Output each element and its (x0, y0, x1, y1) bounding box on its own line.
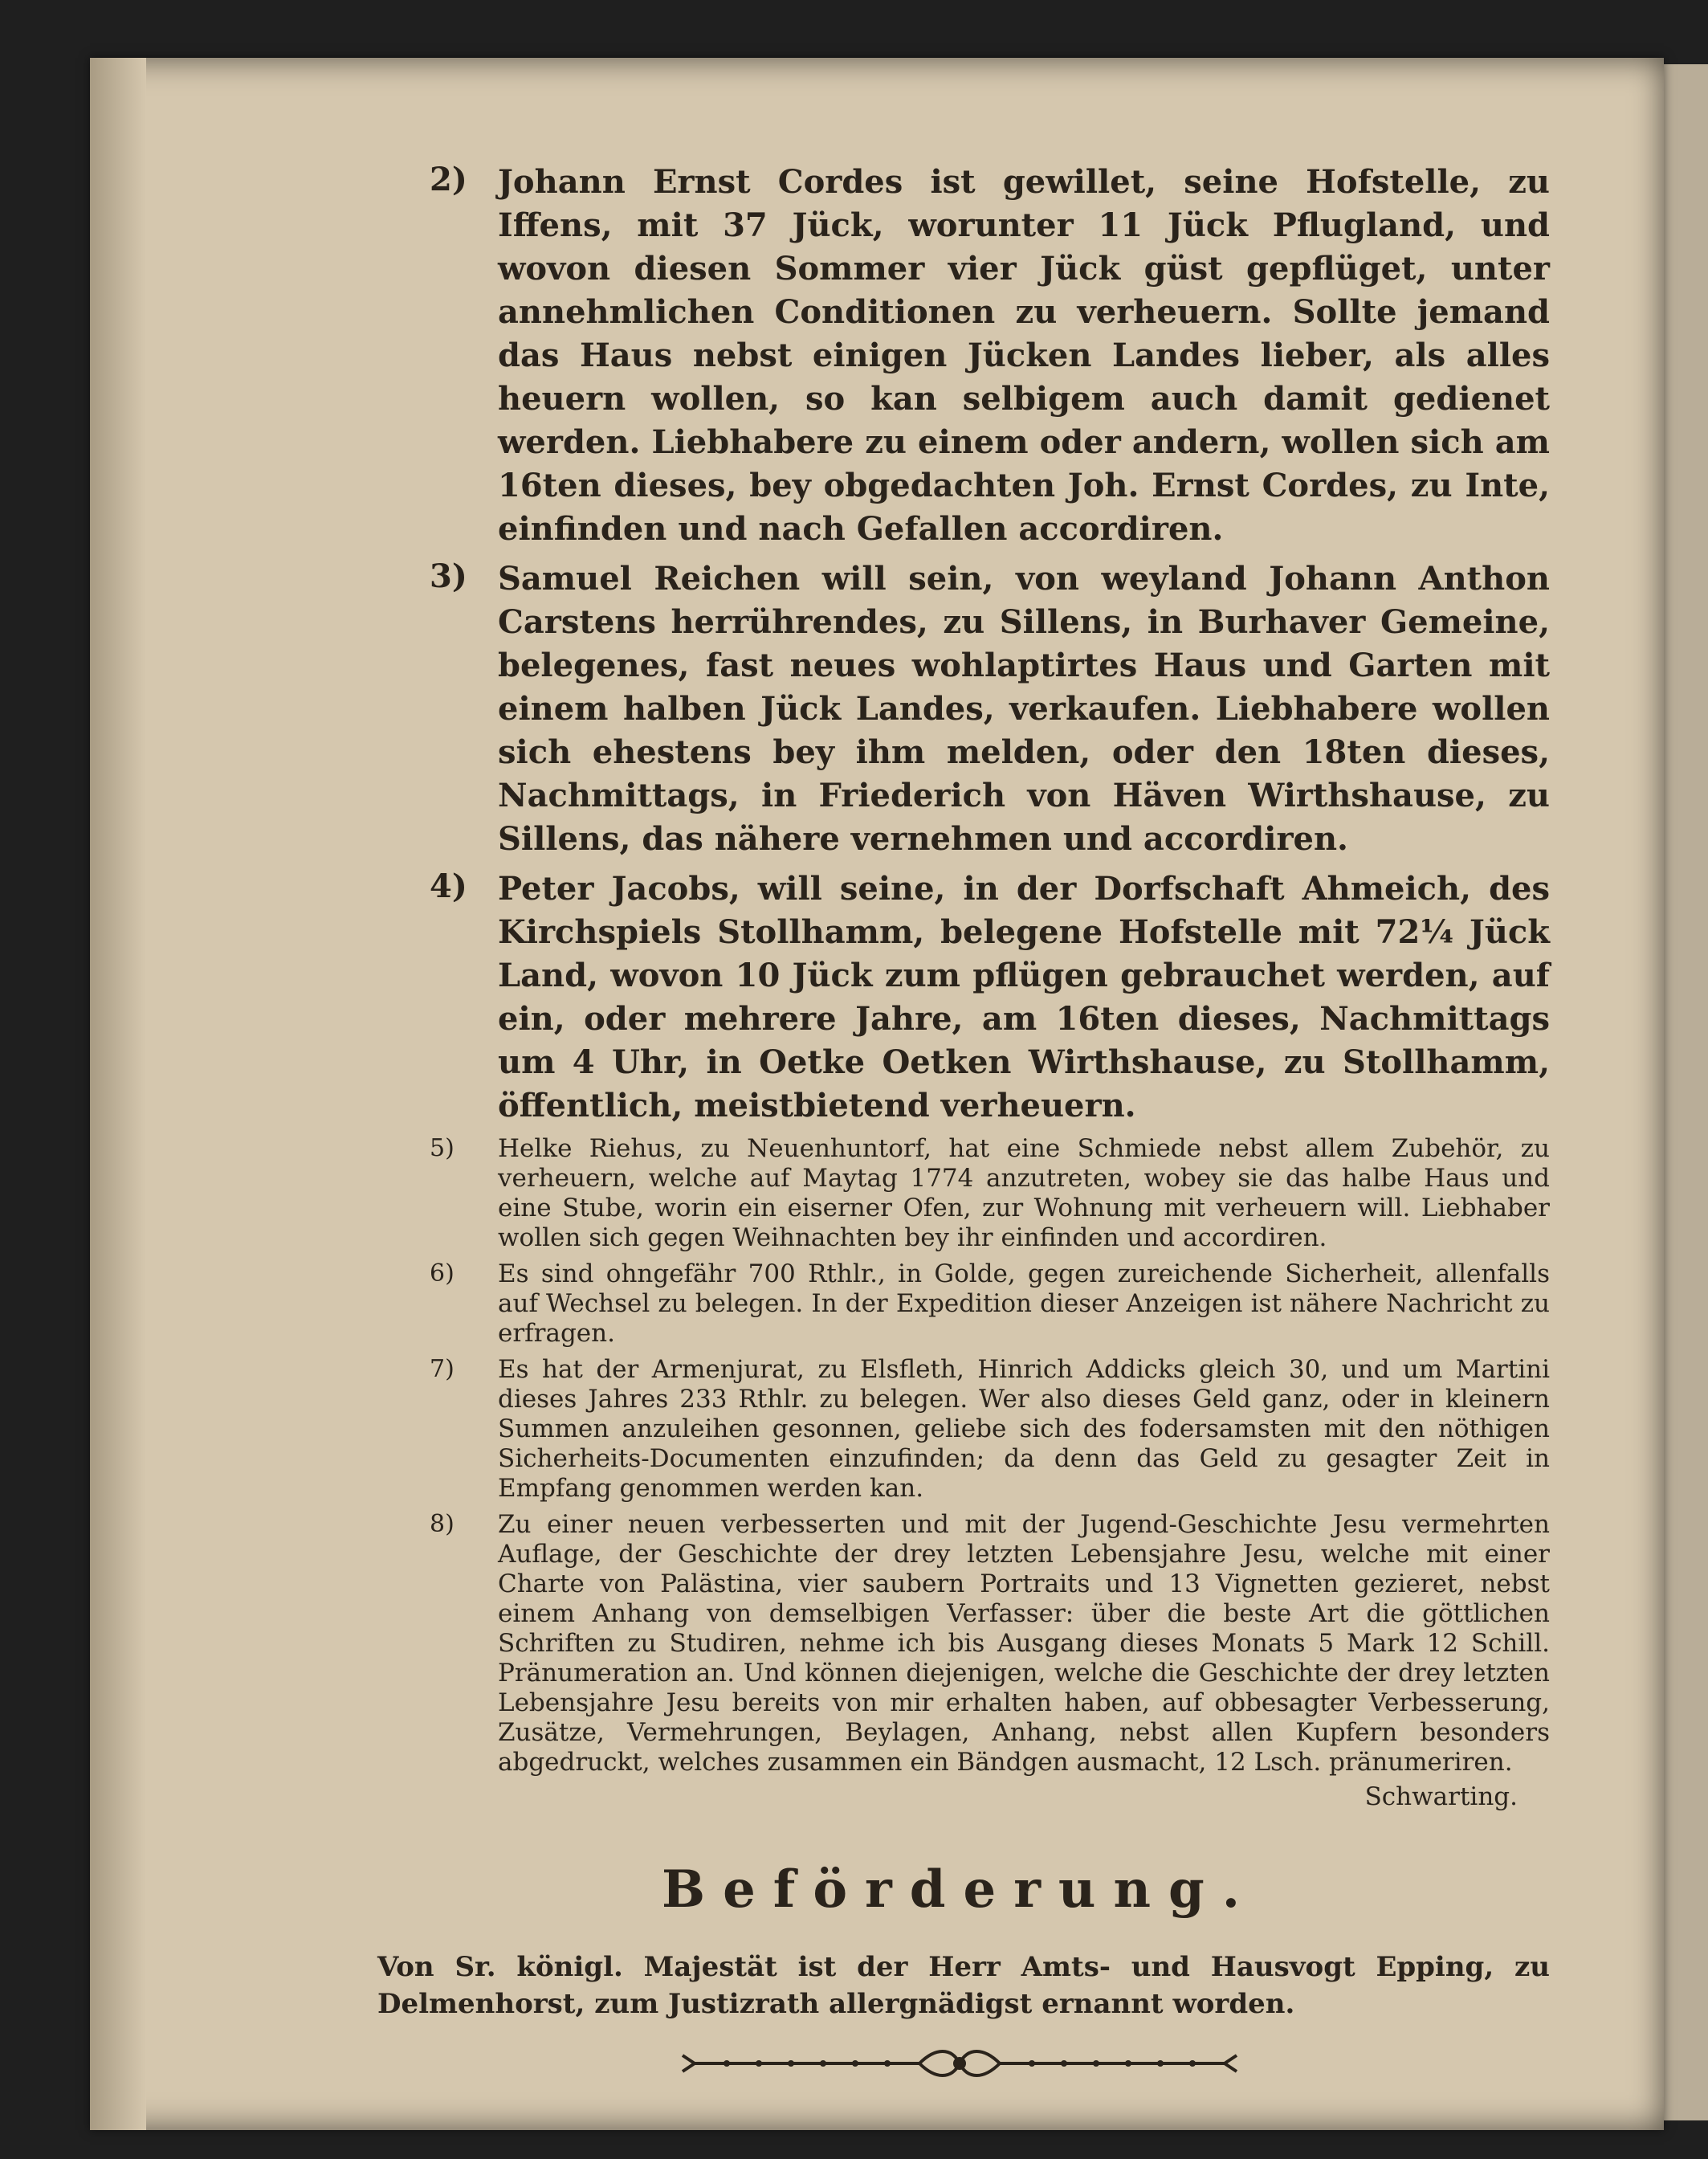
notice-text: Von Sr. königl. Majestät ist der Herr Amts- und Hausvogt Epping, zu Delmenhorst, zum Justizrath allergnädigst ernannt worden. (377, 1951, 1550, 2020)
entry-text: Johann Ernst Cordes ist gewillet, seine Hofstelle, zu Iffens, mit 37 Jück, worunter 11 Jück Pflugland, und wovon diesen Sommer vier Jück güst gepflüget, unter annehmlichen Conditionen zu verheuern. Sollte jemand das Haus nebst einigen Jücken Landes lieber, als alles heuern wollen, so kan selbigem auch damit gedienet werden. Liebhabere zu einem oder andern, wollen sich am 16ten dieses, bey obgedachten Joh. Ernst Cordes, zu Inte, einfinden und nach Gefallen accordiren. (498, 163, 1550, 548)
entry-8 (369, 1510, 1550, 1777)
entry-6 (369, 1259, 1550, 1349)
ornament-divider (369, 2043, 1550, 2087)
signature: Schwarting. (1364, 1782, 1518, 1811)
entry-2 (369, 161, 1550, 551)
entry-text: Zu einer neuen verbesserten und mit der Jugend-Geschichte Jesu vermehrten Auflage, der Geschichte der drey letzten Lebensjahre Jesu, welche mit einer Charte von Palästina, vier saubern Portraits und 13 Vignetten gezieret, nebst einem Anhang von demselbigen Verfasser: über die beste Art die göttlichen Schriften zu Studiren, nehme ich bis Ausgang dieses Monats 5 Mark 12 Schill. Pränumeration an. Und können diejenigen, welche die Geschichte der drey letzten Lebensjahre Jesu bereits von mir erhalten haben, auf obbesagter Verbesserung, Zusätze, Vermehrungen, Beylagen, Anhang, nebst allen Kupfern besonders abgedruckt, welches zusammen ein Bändgen ausmacht, 12 Lsch. pränumeriren. (498, 1510, 1550, 1777)
entry-7 (369, 1355, 1550, 1504)
entry-text: Samuel Reichen will sein, von weyland Johann Anthon Carstens herrührendes, zu Sillens, in Burhaver Gemeine, belegenes, fast neues wohlaptirtes Haus und Garten mit einem halben Jück Landes, verkaufen. Liebhabere wollen sich ehestens bey ihm melden, oder den 18ten dieses, Nachmittags, in Friederich von Häven Wirthshause, zu Sillens, das nähere vernehmen und accordiren. (498, 560, 1550, 858)
page-edge (1664, 64, 1708, 2120)
entry-3 (369, 557, 1550, 861)
entry-text: Es sind ohngefähr 700 Rthlr., in Golde, gegen zureichende Sicherheit, allenfalls auf Wechsel zu belegen. In der Expedition dieser Anzeigen ist nähere Nachricht zu erfragen. (498, 1259, 1550, 1348)
entry-5 (369, 1134, 1550, 1253)
entry-4 (369, 867, 1550, 1128)
entry-number: 3) (430, 557, 467, 595)
entry-text: Helke Riehus, zu Neuenhuntorf, hat eine Schmiede nebst allem Zubehör, zu verheuern, welche auf Maytag 1774 anzutreten, wobey sie das halbe Haus und eine Stube, worin ein eiserner Ofen, zur Wohnung mit verheuern will. Liebhaber wollen sich gegen Weihnachten bey ihr einfinden und accordiren. (498, 1134, 1550, 1252)
entry-number: 8) (430, 1510, 455, 1538)
page-content (369, 161, 1550, 2087)
section-heading: Beförderung. (661, 1859, 1258, 1920)
entry-number: 7) (430, 1355, 455, 1383)
entry-number: 6) (430, 1259, 455, 1288)
entry-number: 4) (430, 867, 467, 905)
entry-text: Es hat der Armenjurat, zu Elsfleth, Hinrich Addicks gleich 30, und um Martini dieses Jahres 233 Rthlr. zu belegen. Wer also dieses Geld ganz, oder in kleinern Summen anzuleihen gesonnen, geliebe sich des fodersamsten mit den nöthigen Sicherheits-Documenten einzufinden; da denn das Geld zu gesagter Zeit in Empfang genommen werden kan. (498, 1355, 1550, 1503)
page-gutter (90, 58, 146, 2130)
entry-text: Peter Jacobs, will seine, in der Dorfschaft Ahmeich, des Kirchspiels Stollhamm, belegene Hofstelle mit 72¼ Jück Land, wovon 10 Jück zum pflügen gebrauchet werden, auf ein, oder mehrere Jahre, am 16ten dieses, Nachmittags um 4 Uhr, in Oetke Oetken Wirthshause, zu Stollhamm, öffentlich, meistbietend verheuern. (498, 870, 1550, 1124)
entry-number: 2) (430, 161, 467, 198)
entry-number: 5) (430, 1134, 455, 1162)
ornament-icon (679, 2043, 1241, 2083)
